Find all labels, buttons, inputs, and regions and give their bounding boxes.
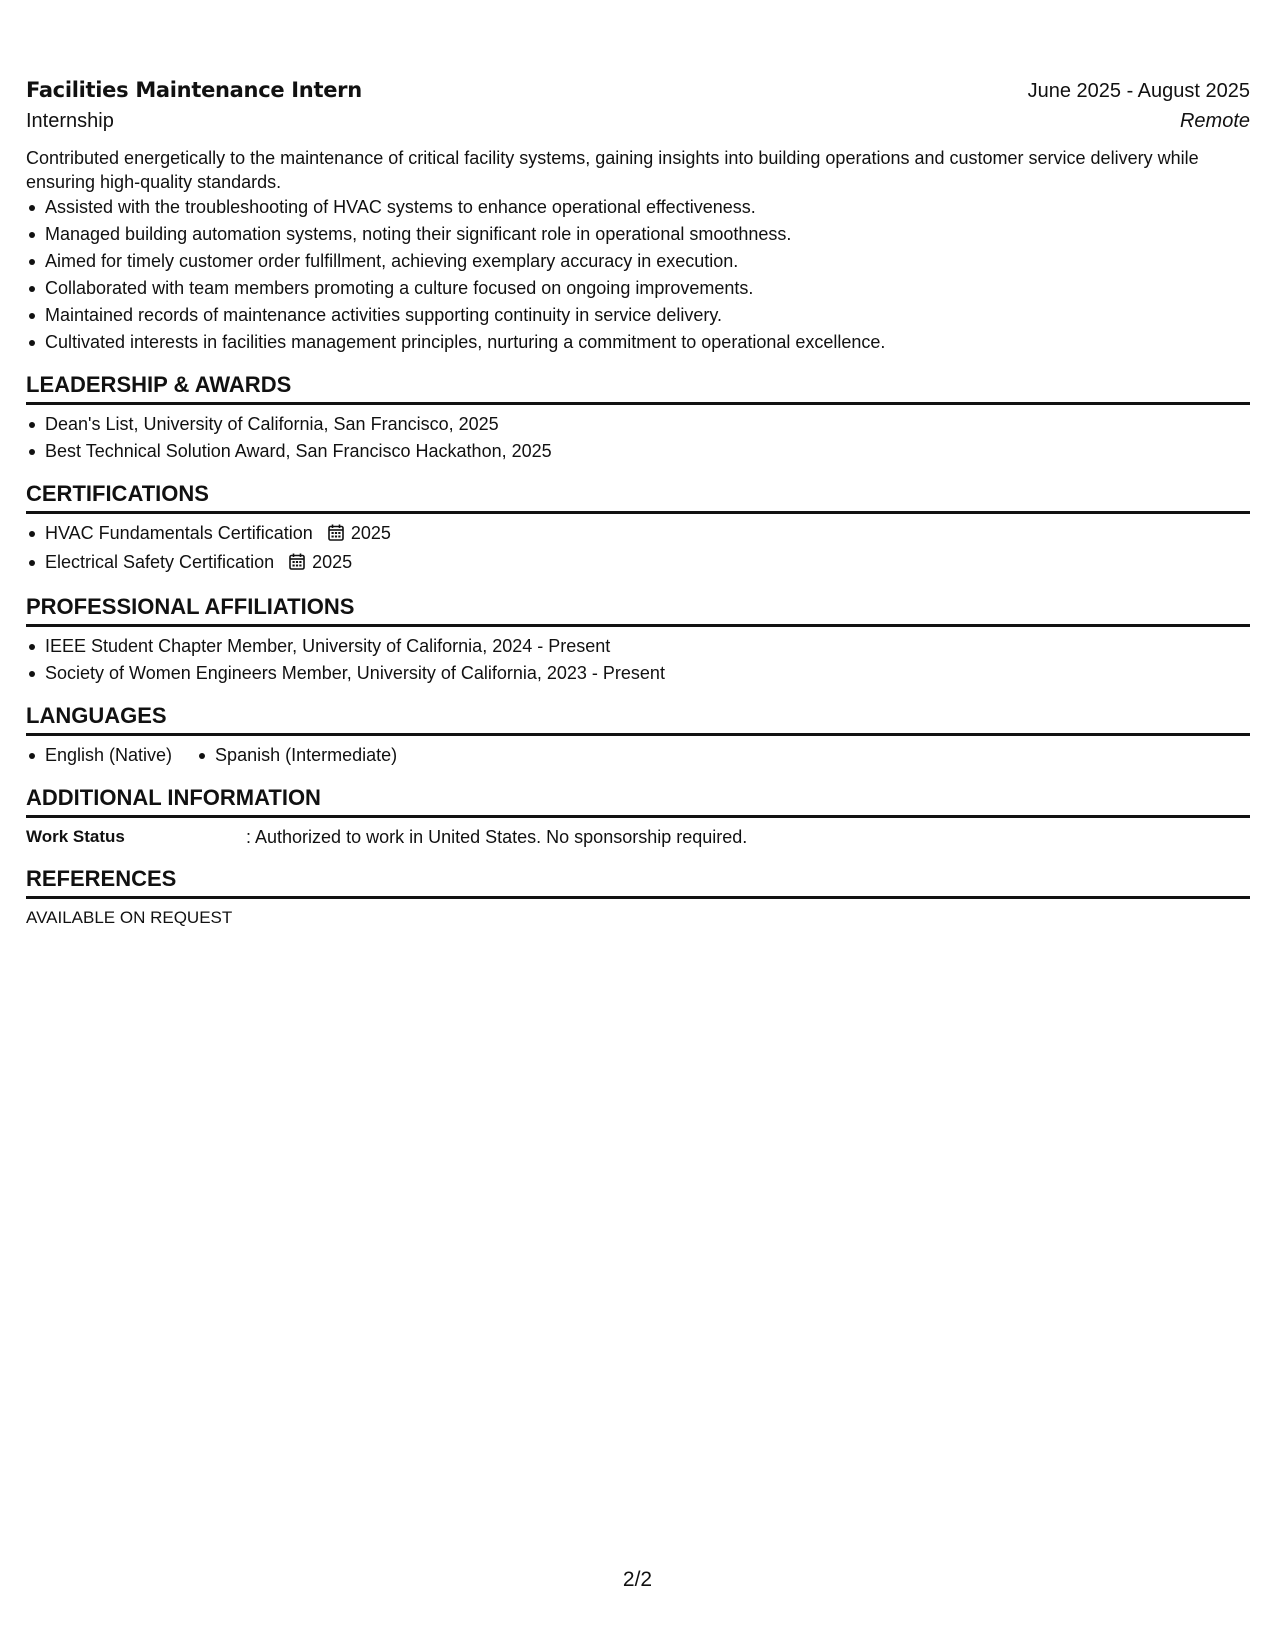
work-status-row — [26, 824, 1250, 850]
work-status-label: Work Status — [26, 827, 125, 846]
list-item — [26, 520, 1250, 549]
leadership-section — [26, 356, 1250, 465]
section-title: PROFESSIONAL AFFILIATIONS — [26, 578, 1250, 627]
section-title: CERTIFICATIONS — [26, 465, 1250, 514]
language-item: Spanish (Intermediate) — [196, 742, 397, 769]
list-item: Society of Women Engineers Member, University of California, 2023 - Present — [26, 660, 1250, 687]
job-title: Facilities Maintenance Intern — [26, 78, 362, 102]
calendar-icon — [328, 522, 344, 549]
job-dates: June 2025 - August 2025 — [1027, 80, 1250, 102]
section-title: LANGUAGES — [26, 687, 1250, 736]
list-item: Managed building automation systems, noting their significant role in operational smoothness. — [26, 221, 1250, 248]
page-number: 2/2 — [622, 1568, 653, 1591]
job-summary: Contributed energetically to the maintenance of critical facility systems, gaining insights into building operations and customer service delivery while ensuring high-quality standards. — [26, 148, 1199, 192]
languages-section — [26, 687, 1250, 769]
certifications-section — [26, 465, 1250, 578]
list-item: Assisted with the troubleshooting of HVAC systems to enhance operational effectiveness. — [26, 194, 1250, 221]
list-item: Collaborated with team members promoting a culture focused on ongoing improvements. — [26, 275, 1250, 302]
job-location: Remote — [1179, 110, 1250, 132]
list-item: Aimed for timely customer order fulfillment, achieving exemplary accuracy in execution. — [26, 248, 1250, 275]
certification-year: 2025 — [350, 523, 391, 543]
references-section — [26, 850, 1250, 931]
certification-name: HVAC Fundamentals Certification — [45, 523, 313, 543]
experience-entry — [26, 78, 1250, 356]
work-status-value: : Authorized to work in United States. No sponsorship required. — [246, 827, 748, 847]
affiliations-section — [26, 578, 1250, 687]
list-item — [26, 549, 1250, 578]
list-item: Maintained records of maintenance activities supporting continuity in service delivery. — [26, 302, 1250, 329]
job-bullets — [26, 194, 1250, 356]
list-item: IEEE Student Chapter Member, University of California, 2024 - Present — [26, 633, 1250, 660]
calendar-icon — [289, 551, 305, 578]
additional-info-section — [26, 769, 1250, 850]
job-type: Internship — [26, 110, 114, 132]
list-item: Cultivated interests in facilities management principles, nurturing a commitment to operational excellence. — [26, 329, 1250, 356]
resume-page — [26, 78, 1250, 931]
certification-year: 2025 — [312, 552, 353, 572]
certification-name: Electrical Safety Certification — [45, 552, 275, 572]
list-item: Best Technical Solution Award, San Francisco Hackathon, 2025 — [26, 438, 1250, 465]
language-item: English (Native) — [26, 742, 172, 769]
references-text: AVAILABLE ON REQUEST — [26, 908, 233, 927]
section-title: ADDITIONAL INFORMATION — [26, 769, 1250, 818]
list-item: Dean's List, University of California, San Francisco, 2025 — [26, 411, 1250, 438]
section-title: REFERENCES — [26, 850, 1250, 899]
section-title: LEADERSHIP & AWARDS — [26, 356, 1250, 405]
